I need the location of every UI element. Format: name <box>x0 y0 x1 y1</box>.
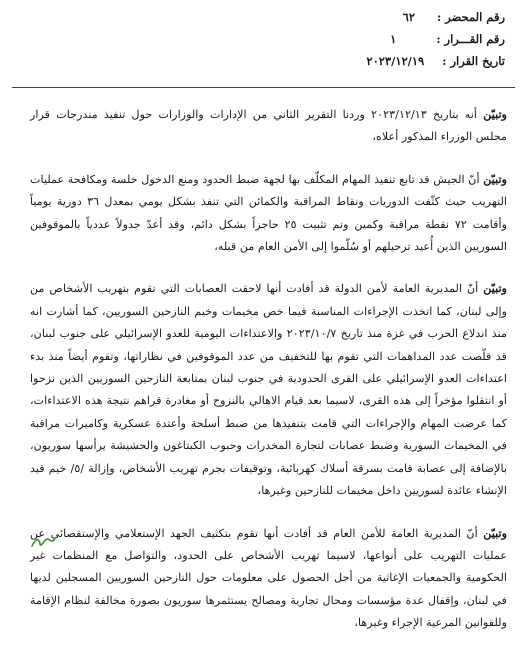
paragraph-report-date <box>30 103 507 149</box>
paragraph-text: أنّ الجيش قد تابع تنفيذ المهام المكلّف بها لجهة ضبط الحدود ومنع الدخول خلسة ومكافحة عمليات التهريب حيث كثّفت الدوريات ونقاط المراقبة والكمائن التي تنفذ بشكل يومي بمعدل ٣٦ دورية يومياً وأقامت ٧٢ نقطة مراقبة وكمين وتم تثبيت ٢٥ حاجزاً بشكل دائم، وقد أعدّ جدولاً عددياً بالموقوفين السوريين الذين أُعيد ترحيلهم أو سُلّموا إلى الأمن العام من قبله، <box>30 172 507 254</box>
header-row-date <box>285 50 505 72</box>
document-body <box>30 103 507 654</box>
minutes-number-label: رقم المحضر : <box>436 10 505 24</box>
minutes-number-value: ٦٢ <box>402 10 415 24</box>
paragraph-lead: وتبيّن <box>483 107 507 121</box>
paragraph-state-security <box>30 277 507 502</box>
decision-date-value: ٢٠٢٣/١٢/١٩ <box>366 54 425 68</box>
paragraph-lead: وتبيّن <box>483 171 507 186</box>
header-divider <box>12 87 515 88</box>
decision-header <box>285 6 505 72</box>
paragraph-text: أنه بتاريخ ٢٠٢٣/١٢/١٣ وردنا التقرير الثاني من الإدارات والوزارات حول تنفيذ مندرجات قرار مجلس الوزراء المذكور أعلاه، <box>30 108 507 144</box>
paragraph-army <box>30 168 507 259</box>
paragraph-lead: وتبيّن <box>483 525 507 540</box>
signature-squiggle-icon <box>30 534 56 550</box>
paragraph-text: أنّ المديرية العامة لأمن الدولة قد أفادت أنها لاحقت العصابات التي تقوم بتهريب الأشخاص من وإلى لبنان، كما اتخذت الإجراءات المناسبة فيما خص مخيمات وخيم النازحين السوريين، كما أشارت انه منذ اندلاع الحرب في غزة منذ تاريخ ٢٠٢٣/١٠/٧ والاعتداءات اليومية للعدو الإسرائيلي على جنوب لبنان، قد قلّصت عدد المداهمات التي تقوم بها للتخفيف من عدد الموقوفين في نظاراتها، وتقوم أيضاً منذ بدء اعتداءات العدو الإسرائيلي على القرى الحدودية في جنوب لبنان بمتابعة النازحين السوريين الذين نزحوا أو انتقلوا مؤخراً إلى هذه القرى، لاسيما بعد قيام الاهالي بالنزوح أو مغادرة قراهم نتيجة هذه الاعتداءات، كما عرضت المهام والإجراءات التي قامت بتنفيذها من ضبط أسلحة وأعتدة عسكرية وكاميرات مراقبة في المخيمات السورية وضبط عصابات لتجارة المخدرات وحبوب الكبتاغون والحشيشة يرأسها سوريون، بالإضافة إلى عصابة قامت بسرقة أسلاك كهربائية، وتوقيفات بجرم تهريب الأشخاص، وإزالة /٥/ خيم قيد الإنشاء عائدة لسوريين داخل مخيمات للنازحين وغيرها، <box>30 282 507 498</box>
decision-number-value: ١ <box>390 32 397 46</box>
paragraph-lead: وتبيّن <box>483 281 507 296</box>
paragraph-text: أنّ المديرية العامة للأمن العام قد أفادت أنها تقوم بتكثيف الجهد الإستعلامي والإستقصائي عن عمليات التهريب على أنواعها، لاسيما تهريب الأشخاص على الحدود، والتواصل مع المنظمات غير الحكومية والجمعيات الإغاثية من أجل الحصول على معلومات حول النازحين السوريين المسجلين لديها في لبنان، وإقفال عدة مؤسسات ومحال تجارية ومصالح يستثمرها سوريون بصورة مخالفة لنظام الإقامة وللقوانين المرعية الإجراء وغيرها، <box>30 526 507 630</box>
decision-number-label: رقم القـــرار : <box>436 32 505 46</box>
header-row-minutes <box>285 6 505 28</box>
decision-date-label: تاريخ القرار : <box>442 54 505 68</box>
paragraph-general-security <box>30 522 507 635</box>
header-row-decision <box>285 28 505 50</box>
